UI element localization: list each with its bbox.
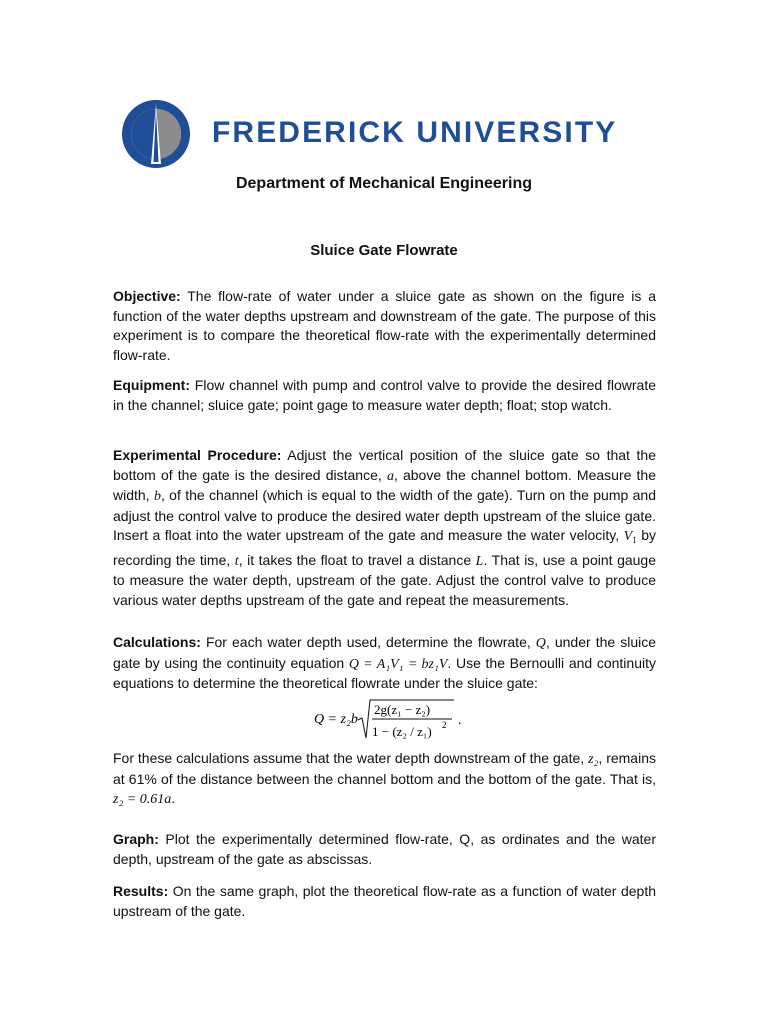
formula-numerator: 2g(z₁ − z₂) [374, 702, 431, 717]
procedure-text-5: , it takes the float to travel a distance [238, 551, 476, 568]
equipment-label: Equipment: [113, 377, 190, 393]
procedure-text-4: by recording the time, [113, 527, 656, 568]
objective-text: The flow-rate of water under a sluice gate as shown on the figure is a function of the water depths upstream and downstream of the gate. The purpose of this experiment is to compare the theoretical flow-rate with the experimentally determined flow-rate. [113, 288, 656, 363]
results-paragraph [113, 882, 656, 921]
procedure-text-6: . That is, use a point gauge to measure the water depth, upstream of the gate. Adjust the control valve to produce various water depths upstream of the gate and repeat the measurements. [113, 551, 657, 608]
results-text: On the same graph, plot the theoretical flow-rate as a function of water depth upstream of the gate. [113, 883, 656, 919]
z2-equation: z₂ = 0.61a [113, 792, 172, 807]
procedure-text-2: , above the channel bottom. Measure the width, [113, 466, 657, 503]
graph-text: Plot the experimentally determined flow-rate, Q, as ordinates and the water depth, upstream of the gate as abscissas. [113, 831, 656, 867]
var-a: a [386, 468, 394, 484]
objective-paragraph [113, 287, 656, 365]
formula-lhs: Q = z₂b [314, 712, 358, 727]
var-Q: Q [535, 636, 546, 651]
logo-emblem-icon [120, 96, 200, 176]
procedure-text-1: Adjust the vertical position of the sluice gate so that the bottom of the gate is the desired distance, [113, 447, 656, 483]
continuity-equation: Q = A₁V₁ = bz₁V [348, 656, 448, 672]
formula-period: . [458, 713, 462, 728]
university-logo [120, 96, 650, 178]
logo-wordmark: FREDERICK UNIVERSITY [212, 116, 618, 149]
var-t: t [234, 553, 239, 569]
var-V-sub: 1 [632, 535, 637, 545]
var-b: b [153, 489, 161, 504]
calculations-paragraph [113, 633, 656, 694]
var-V: V [623, 529, 633, 544]
var-L: L [475, 553, 484, 569]
procedure-paragraph [113, 446, 656, 610]
equipment-text: Flow channel with pump and control valve to provide the desired flowrate in the channel; sluice gate; point gage to measure water depth; float; stop watch. [113, 377, 656, 413]
var-z2: z₂ [588, 752, 599, 767]
document-title: Sluice Gate Flowrate [310, 242, 458, 259]
procedure-text-3: , of the channel (which is equal to the width of the gate). Turn on the pump and adjust the control valve to produce the desired water depth upstream of the sluice gate. Insert a float into the water upstream of the gate and measure the water velocity, [113, 487, 657, 543]
var-V1 [624, 529, 637, 544]
results-label: Results: [113, 883, 169, 899]
calculations-text-1: For each water depth used, determine the flowrate, [200, 634, 536, 650]
formula-denominator: 1 − (z₂ / z₁) [372, 724, 432, 739]
calculations-text-6: . [171, 790, 176, 806]
graph-paragraph [113, 830, 656, 869]
calculations-text-5: , remains at 61% of the distance between the channel bottom and the bottom of the gate. That is, [113, 750, 656, 787]
calculations-text-3: . Use the Bernoulli and continuity equations to determine the theoretical flowrate under the sluice gate: [113, 654, 656, 691]
formula-exponent: 2 [442, 720, 447, 730]
objective-label: Objective: [113, 288, 181, 304]
calculations-label: Calculations: [113, 634, 201, 650]
calculations-text-4: For these calculations assume that the water depth downstream of the gate, [113, 750, 589, 766]
procedure-label: Experimental Procedure: [113, 447, 282, 463]
graph-label: Graph: [113, 831, 159, 847]
assumption-paragraph [113, 749, 656, 810]
bernoulli-formula [312, 696, 492, 746]
calculations-text-2: , under the sluice gate by using the continuity equation [113, 634, 656, 671]
department-heading: Department of Mechanical Engineering [235, 175, 533, 192]
equipment-paragraph [113, 376, 656, 415]
